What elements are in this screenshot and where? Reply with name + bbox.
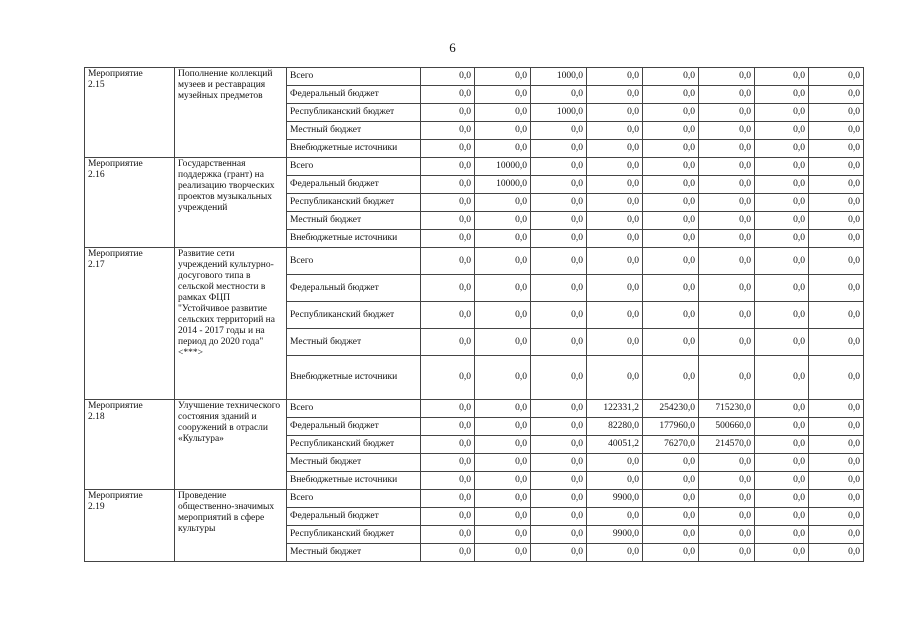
amount-cell: 0,0 <box>643 302 699 329</box>
amount-cell: 0,0 <box>421 508 475 526</box>
amount-cell: 0,0 <box>699 329 755 356</box>
amount-cell: 0,0 <box>587 140 643 158</box>
amount-cell: 0,0 <box>809 212 864 230</box>
amount-cell: 0,0 <box>699 508 755 526</box>
amount-cell: 0,0 <box>421 68 475 86</box>
amount-cell: 40051,2 <box>587 436 643 454</box>
amount-cell: 0,0 <box>643 248 699 275</box>
amount-cell: 0,0 <box>475 508 531 526</box>
amount-cell: 0,0 <box>809 122 864 140</box>
amount-cell: 0,0 <box>809 275 864 302</box>
table-row <box>85 158 864 176</box>
amount-cell: 0,0 <box>531 508 587 526</box>
amount-cell: 0,0 <box>475 436 531 454</box>
event-name-cell: Пополнение коллекций музеев и реставрация музейных предметов <box>175 68 287 158</box>
funding-source-cell: Внебюджетные источники <box>287 230 421 248</box>
amount-cell: 0,0 <box>809 544 864 562</box>
amount-cell: 0,0 <box>421 356 475 400</box>
event-code-cell: Мероприятие 2.18 <box>85 400 175 490</box>
funding-source-cell: Федеральный бюджет <box>287 86 421 104</box>
amount-cell: 0,0 <box>755 194 809 212</box>
amount-cell: 0,0 <box>421 212 475 230</box>
amount-cell: 0,0 <box>587 176 643 194</box>
amount-cell: 0,0 <box>809 230 864 248</box>
amount-cell: 0,0 <box>699 158 755 176</box>
amount-cell: 0,0 <box>809 356 864 400</box>
amount-cell: 0,0 <box>699 544 755 562</box>
amount-cell: 0,0 <box>587 275 643 302</box>
amount-cell: 0,0 <box>699 176 755 194</box>
amount-cell: 0,0 <box>531 275 587 302</box>
page-number: 6 <box>449 40 456 55</box>
amount-cell: 0,0 <box>531 526 587 544</box>
amount-cell: 9900,0 <box>587 490 643 508</box>
amount-cell: 0,0 <box>421 230 475 248</box>
amount-cell: 0,0 <box>475 329 531 356</box>
funding-source-cell: Республиканский бюджет <box>287 526 421 544</box>
event-name-cell: Государственная поддержка (грант) на реализацию творческих проектов музыкальных учреждений <box>175 158 287 248</box>
amount-cell: 0,0 <box>421 248 475 275</box>
amount-cell: 0,0 <box>587 212 643 230</box>
amount-cell: 0,0 <box>475 472 531 490</box>
amount-cell: 0,0 <box>421 526 475 544</box>
amount-cell: 0,0 <box>475 230 531 248</box>
amount-cell: 0,0 <box>699 472 755 490</box>
amount-cell: 0,0 <box>587 544 643 562</box>
amount-cell: 0,0 <box>587 158 643 176</box>
amount-cell: 0,0 <box>475 490 531 508</box>
amount-cell: 0,0 <box>809 104 864 122</box>
funding-source-cell: Республиканский бюджет <box>287 194 421 212</box>
amount-cell: 0,0 <box>699 194 755 212</box>
amount-cell: 0,0 <box>643 122 699 140</box>
amount-cell: 0,0 <box>755 508 809 526</box>
amount-cell: 0,0 <box>809 490 864 508</box>
amount-cell: 0,0 <box>421 140 475 158</box>
amount-cell: 0,0 <box>531 472 587 490</box>
amount-cell: 9900,0 <box>587 526 643 544</box>
amount-cell: 0,0 <box>421 158 475 176</box>
amount-cell: 0,0 <box>421 400 475 418</box>
amount-cell: 0,0 <box>699 248 755 275</box>
amount-cell: 0,0 <box>475 454 531 472</box>
amount-cell: 0,0 <box>531 329 587 356</box>
amount-cell: 0,0 <box>531 356 587 400</box>
amount-cell: 1000,0 <box>531 104 587 122</box>
amount-cell: 0,0 <box>587 356 643 400</box>
amount-cell: 0,0 <box>587 329 643 356</box>
amount-cell: 0,0 <box>755 104 809 122</box>
amount-cell: 0,0 <box>643 212 699 230</box>
amount-cell: 0,0 <box>643 508 699 526</box>
amount-cell: 0,0 <box>643 140 699 158</box>
amount-cell: 0,0 <box>699 68 755 86</box>
amount-cell: 0,0 <box>699 302 755 329</box>
amount-cell: 0,0 <box>809 176 864 194</box>
amount-cell: 0,0 <box>475 275 531 302</box>
amount-cell: 0,0 <box>475 302 531 329</box>
amount-cell: 0,0 <box>755 526 809 544</box>
funding-source-cell: Всего <box>287 68 421 86</box>
funding-source-cell: Внебюджетные источники <box>287 472 421 490</box>
amount-cell: 0,0 <box>587 230 643 248</box>
funding-source-cell: Местный бюджет <box>287 122 421 140</box>
amount-cell: 0,0 <box>475 544 531 562</box>
amount-cell: 0,0 <box>531 176 587 194</box>
amount-cell: 0,0 <box>809 302 864 329</box>
amount-cell: 0,0 <box>699 86 755 104</box>
funding-source-cell: Республиканский бюджет <box>287 302 421 329</box>
amount-cell: 0,0 <box>755 302 809 329</box>
table-row <box>85 248 864 275</box>
amount-cell: 0,0 <box>475 418 531 436</box>
funding-source-cell: Федеральный бюджет <box>287 275 421 302</box>
amount-cell: 0,0 <box>587 472 643 490</box>
amount-cell: 0,0 <box>809 472 864 490</box>
amount-cell: 0,0 <box>421 436 475 454</box>
amount-cell: 0,0 <box>531 158 587 176</box>
amount-cell: 0,0 <box>531 418 587 436</box>
amount-cell: 122331,2 <box>587 400 643 418</box>
amount-cell: 0,0 <box>643 176 699 194</box>
amount-cell: 0,0 <box>643 86 699 104</box>
amount-cell: 0,0 <box>755 275 809 302</box>
amount-cell: 0,0 <box>475 104 531 122</box>
amount-cell: 0,0 <box>643 526 699 544</box>
budget-table <box>84 67 864 562</box>
amount-cell: 0,0 <box>587 104 643 122</box>
amount-cell: 0,0 <box>587 194 643 212</box>
amount-cell: 0,0 <box>755 212 809 230</box>
amount-cell: 0,0 <box>475 212 531 230</box>
amount-cell: 0,0 <box>643 194 699 212</box>
amount-cell: 0,0 <box>809 400 864 418</box>
amount-cell: 0,0 <box>475 122 531 140</box>
funding-source-cell: Внебюджетные источники <box>287 356 421 400</box>
amount-cell: 254230,0 <box>643 400 699 418</box>
amount-cell: 0,0 <box>755 454 809 472</box>
funding-source-cell: Всего <box>287 158 421 176</box>
amount-cell: 0,0 <box>587 302 643 329</box>
amount-cell: 0,0 <box>643 275 699 302</box>
event-code-cell: Мероприятие 2.16 <box>85 158 175 248</box>
funding-source-cell: Всего <box>287 400 421 418</box>
table-row <box>85 400 864 418</box>
amount-cell: 0,0 <box>809 508 864 526</box>
funding-source-cell: Федеральный бюджет <box>287 508 421 526</box>
amount-cell: 0,0 <box>699 230 755 248</box>
amount-cell: 0,0 <box>755 418 809 436</box>
amount-cell: 0,0 <box>699 490 755 508</box>
funding-source-cell: Федеральный бюджет <box>287 418 421 436</box>
table-body <box>85 68 864 562</box>
amount-cell: 0,0 <box>699 104 755 122</box>
funding-source-cell: Всего <box>287 248 421 275</box>
event-name-cell: Улучшение технического состояния зданий и сооружений в отрасли «Культура» <box>175 400 287 490</box>
amount-cell: 0,0 <box>421 490 475 508</box>
amount-cell: 0,0 <box>809 526 864 544</box>
amount-cell: 0,0 <box>531 454 587 472</box>
amount-cell: 0,0 <box>699 454 755 472</box>
amount-cell: 0,0 <box>531 212 587 230</box>
amount-cell: 0,0 <box>755 122 809 140</box>
amount-cell: 0,0 <box>699 212 755 230</box>
amount-cell: 0,0 <box>809 329 864 356</box>
amount-cell: 0,0 <box>421 302 475 329</box>
funding-source-cell: Республиканский бюджет <box>287 104 421 122</box>
amount-cell: 0,0 <box>809 436 864 454</box>
amount-cell: 0,0 <box>531 140 587 158</box>
amount-cell: 0,0 <box>475 400 531 418</box>
amount-cell: 0,0 <box>531 436 587 454</box>
amount-cell: 1000,0 <box>531 68 587 86</box>
amount-cell: 177960,0 <box>643 418 699 436</box>
funding-source-cell: Местный бюджет <box>287 212 421 230</box>
table-row <box>85 68 864 86</box>
amount-cell: 0,0 <box>531 194 587 212</box>
amount-cell: 0,0 <box>809 68 864 86</box>
event-name-cell: Проведение общественно-значимых мероприятий в сфере культуры <box>175 490 287 562</box>
amount-cell: 0,0 <box>643 472 699 490</box>
amount-cell: 0,0 <box>475 140 531 158</box>
amount-cell: 0,0 <box>531 544 587 562</box>
amount-cell: 0,0 <box>421 86 475 104</box>
amount-cell: 0,0 <box>643 329 699 356</box>
amount-cell: 0,0 <box>699 122 755 140</box>
amount-cell: 0,0 <box>421 176 475 194</box>
funding-source-cell: Внебюджетные источники <box>287 140 421 158</box>
event-name-cell: Развитие сети учреждений культурно-досугового типа в сельской местности в рамках ФЦП "Устойчивое развитие сельских территорий на 2014 - 2017 годы и на период до 2020 года" <***> <box>175 248 287 400</box>
amount-cell: 0,0 <box>421 454 475 472</box>
amount-cell: 214570,0 <box>699 436 755 454</box>
amount-cell: 10000,0 <box>475 158 531 176</box>
amount-cell: 0,0 <box>643 158 699 176</box>
amount-cell: 0,0 <box>755 68 809 86</box>
funding-source-cell: Местный бюджет <box>287 329 421 356</box>
amount-cell: 0,0 <box>643 68 699 86</box>
amount-cell: 0,0 <box>421 104 475 122</box>
amount-cell: 0,0 <box>475 526 531 544</box>
amount-cell: 0,0 <box>699 356 755 400</box>
amount-cell: 0,0 <box>643 490 699 508</box>
amount-cell: 0,0 <box>587 248 643 275</box>
amount-cell: 0,0 <box>531 490 587 508</box>
amount-cell: 0,0 <box>643 356 699 400</box>
amount-cell: 82280,0 <box>587 418 643 436</box>
funding-source-cell: Местный бюджет <box>287 544 421 562</box>
amount-cell: 500660,0 <box>699 418 755 436</box>
amount-cell: 0,0 <box>421 194 475 212</box>
amount-cell: 0,0 <box>421 122 475 140</box>
amount-cell: 0,0 <box>643 104 699 122</box>
amount-cell: 0,0 <box>531 400 587 418</box>
funding-source-cell: Всего <box>287 490 421 508</box>
event-code-cell: Мероприятие 2.15 <box>85 68 175 158</box>
funding-source-cell: Местный бюджет <box>287 454 421 472</box>
amount-cell: 0,0 <box>475 68 531 86</box>
amount-cell: 0,0 <box>587 68 643 86</box>
amount-cell: 0,0 <box>809 158 864 176</box>
amount-cell: 0,0 <box>587 122 643 140</box>
amount-cell: 0,0 <box>643 454 699 472</box>
amount-cell: 0,0 <box>809 86 864 104</box>
amount-cell: 0,0 <box>421 418 475 436</box>
amount-cell: 0,0 <box>755 490 809 508</box>
amount-cell: 0,0 <box>643 544 699 562</box>
amount-cell: 0,0 <box>809 194 864 212</box>
amount-cell: 0,0 <box>809 454 864 472</box>
funding-source-cell: Республиканский бюджет <box>287 436 421 454</box>
event-code-cell: Мероприятие 2.19 <box>85 490 175 562</box>
amount-cell: 0,0 <box>531 248 587 275</box>
amount-cell: 76270,0 <box>643 436 699 454</box>
amount-cell: 0,0 <box>755 248 809 275</box>
amount-cell: 0,0 <box>755 158 809 176</box>
amount-cell: 0,0 <box>475 248 531 275</box>
amount-cell: 0,0 <box>699 275 755 302</box>
amount-cell: 0,0 <box>475 194 531 212</box>
amount-cell: 0,0 <box>755 86 809 104</box>
amount-cell: 0,0 <box>755 400 809 418</box>
amount-cell: 0,0 <box>755 329 809 356</box>
amount-cell: 0,0 <box>531 230 587 248</box>
amount-cell: 0,0 <box>755 544 809 562</box>
amount-cell: 0,0 <box>755 436 809 454</box>
amount-cell: 0,0 <box>475 356 531 400</box>
amount-cell: 0,0 <box>809 418 864 436</box>
amount-cell: 10000,0 <box>475 176 531 194</box>
funding-source-cell: Федеральный бюджет <box>287 176 421 194</box>
table-row <box>85 490 864 508</box>
amount-cell: 0,0 <box>755 176 809 194</box>
amount-cell: 0,0 <box>755 230 809 248</box>
amount-cell: 0,0 <box>755 140 809 158</box>
amount-cell: 0,0 <box>421 329 475 356</box>
amount-cell: 0,0 <box>809 140 864 158</box>
amount-cell: 0,0 <box>643 230 699 248</box>
amount-cell: 0,0 <box>699 140 755 158</box>
amount-cell: 0,0 <box>421 275 475 302</box>
amount-cell: 0,0 <box>531 86 587 104</box>
amount-cell: 0,0 <box>531 122 587 140</box>
amount-cell: 0,0 <box>475 86 531 104</box>
amount-cell: 0,0 <box>809 248 864 275</box>
amount-cell: 0,0 <box>421 472 475 490</box>
amount-cell: 0,0 <box>531 302 587 329</box>
event-code-cell: Мероприятие 2.17 <box>85 248 175 400</box>
amount-cell: 715230,0 <box>699 400 755 418</box>
amount-cell: 0,0 <box>699 526 755 544</box>
amount-cell: 0,0 <box>755 356 809 400</box>
amount-cell: 0,0 <box>587 86 643 104</box>
amount-cell: 0,0 <box>421 544 475 562</box>
amount-cell: 0,0 <box>587 454 643 472</box>
amount-cell: 0,0 <box>755 472 809 490</box>
amount-cell: 0,0 <box>587 508 643 526</box>
